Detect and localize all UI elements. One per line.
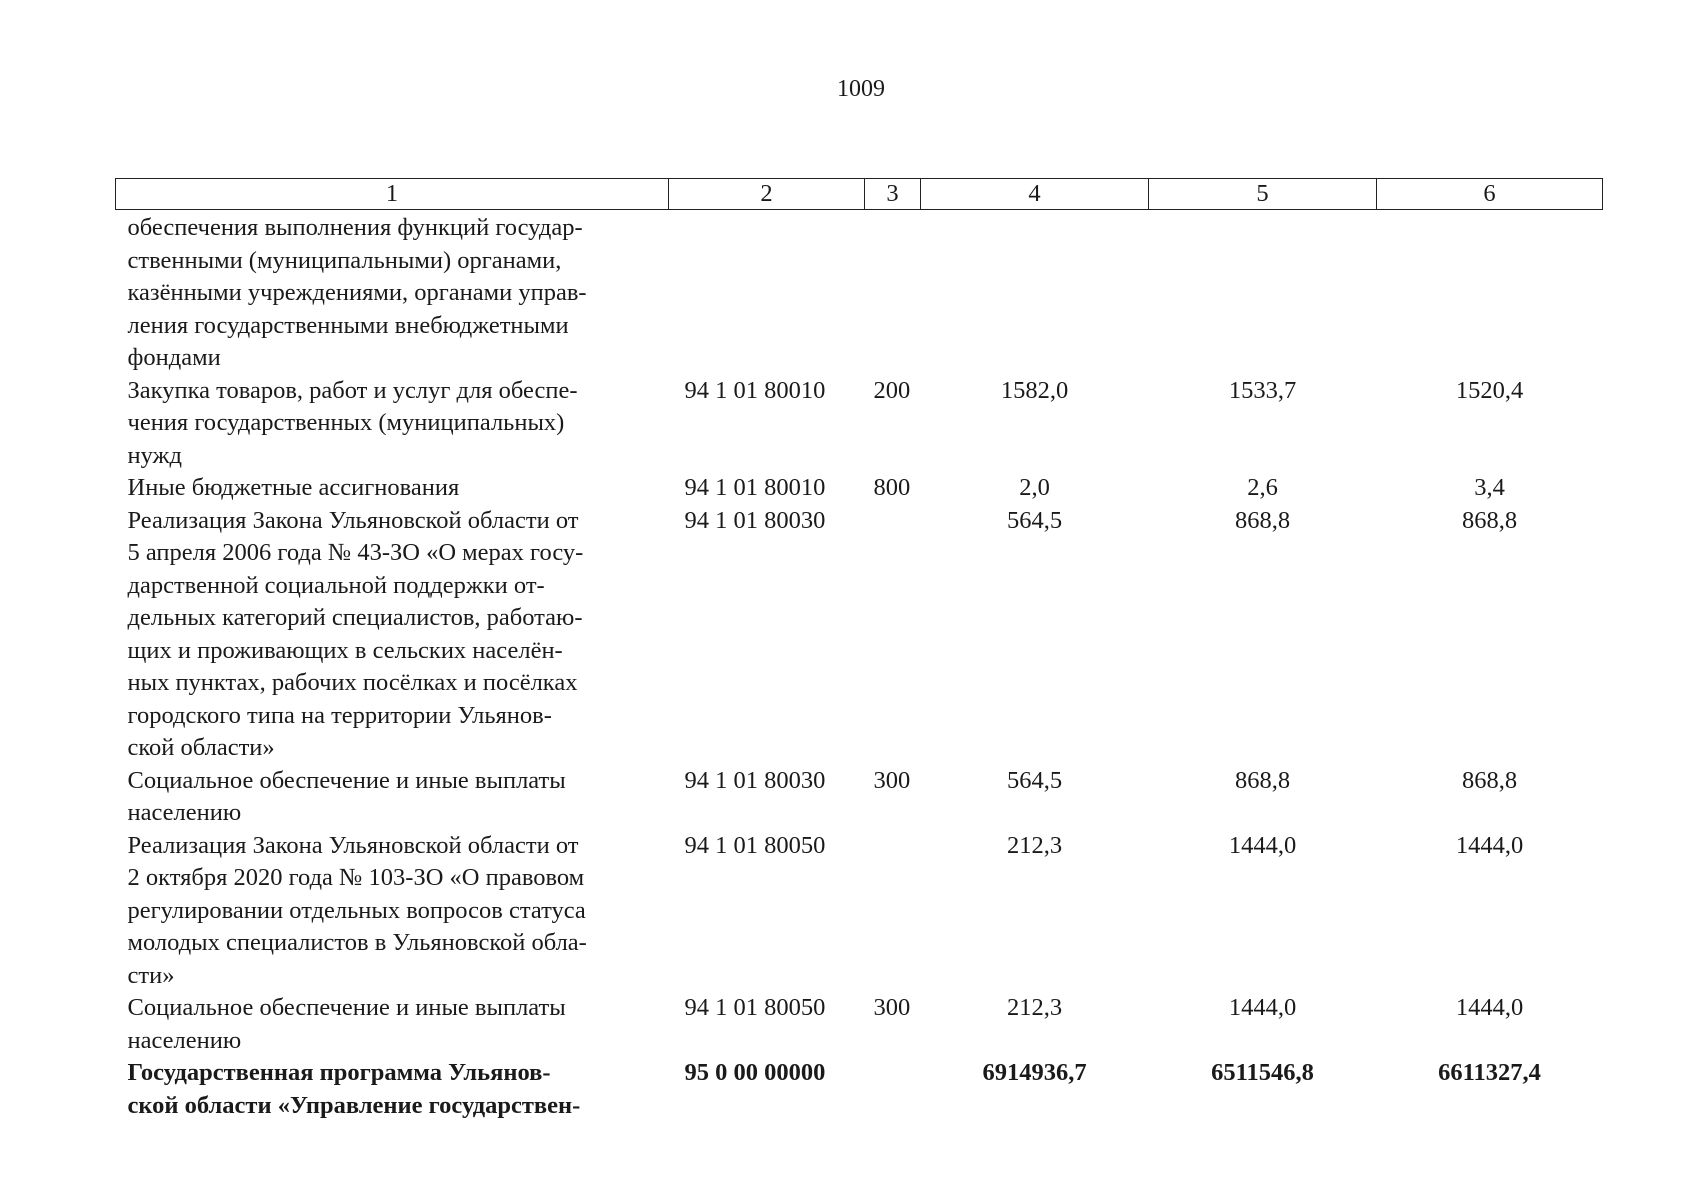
description-line: молодых специалистов в Ульяновской обла- [127,929,587,956]
table-row [116,830,1603,993]
column-number-6: 6 [1377,179,1603,210]
row-value-col4: 212,3 [1006,831,1063,859]
table-row [116,472,1603,505]
table-row [116,505,1603,765]
row-value-col5 [1149,210,1377,375]
row-code: 95 0 00 00000 [684,1059,826,1086]
row-code: 94 1 01 80030 [684,506,826,534]
row-value-col6: 1520,4 [1455,376,1524,404]
row-subcode [865,830,921,993]
description-line: дарственной социальной поддержки от- [127,571,545,599]
page-number: 1009 [837,76,885,102]
row-value-col5: 1444,0 [1228,994,1297,1021]
column-number-row [116,179,1603,210]
table-row [116,765,1603,830]
row-subcode: 300 [873,766,911,794]
description-line: ской области» [127,734,275,761]
description-line: щих и проживающих в сельских населён- [127,636,563,664]
table-body [116,210,1603,1123]
description-line: городского типа на территории Ульянов- [127,701,552,729]
row-code: 94 1 01 80030 [684,766,826,794]
row-value-col6: 6611327,4 [1438,1059,1541,1086]
row-code: 94 1 01 80050 [684,994,826,1021]
description-line: населению [127,1026,242,1054]
description-line: Реализация Закона Ульяновской области от [127,506,579,534]
description-line: 2 октября 2020 года № 103-ЗО «О правовом [127,864,585,891]
table-row [116,210,1603,375]
table-row [116,1057,1603,1122]
row-code: 94 1 01 80010 [684,376,826,404]
table-row [116,992,1603,1057]
row-value-col6: 3,4 [1474,474,1505,501]
description-line: ления государственными внебюджетными [127,311,569,339]
row-subcode [865,210,921,375]
table-row [116,375,1603,473]
description-line: ных пунктах, рабочих посёлках и посёлках [127,669,578,696]
row-value-col6: 1444,0 [1455,831,1524,859]
row-value-col6 [1377,210,1603,375]
description-line: Закупка товаров, работ и услуг для обеспе- [127,376,578,404]
description-line: казёнными учреждениями, органами управ- [127,279,587,306]
row-value-col5: 1533,7 [1228,376,1297,404]
description-line: обеспечения выполнения функций государ- [127,214,583,241]
row-value-col5: 1444,0 [1228,831,1297,859]
column-number-1: 1 [116,179,669,210]
row-value-col5: 2,6 [1247,474,1278,501]
row-description [116,830,669,993]
row-code [669,210,865,375]
row-subcode [865,1057,921,1122]
row-value-col5: 868,8 [1234,506,1291,534]
row-subcode: 800 [873,474,911,501]
row-value-col5: 868,8 [1234,766,1291,794]
row-value-col6: 1444,0 [1455,994,1524,1021]
row-value-col4: 564,5 [1006,766,1063,794]
description-line: ственными (муниципальными) органами, [127,246,562,274]
description-line: дельных категорий специалистов, работаю- [127,604,583,631]
description-line: Социальное обеспечение и иные выплаты [127,766,566,794]
row-subcode: 300 [873,994,911,1021]
description-line: ской области «Управление государствен- [127,1091,581,1119]
row-value-col4 [921,210,1149,375]
row-description [116,210,669,375]
description-line: регулировании отдельных вопросов статуса [127,896,586,924]
description-line: Иные бюджетные ассигнования [127,474,460,501]
row-subcode: 200 [873,376,911,404]
row-value-col4: 6914936,7 [982,1059,1087,1086]
row-description [116,765,669,830]
column-number-5: 5 [1149,179,1377,210]
description-line: населению [127,799,242,826]
row-value-col5: 6511546,8 [1211,1059,1314,1086]
description-line: чения государственных (муниципальных) [127,409,565,436]
column-number-3: 3 [865,179,921,210]
budget-table [115,178,1603,1122]
description-line: сти» [127,961,175,989]
row-value-col4: 212,3 [1006,994,1063,1021]
row-description [116,505,669,765]
row-code: 94 1 01 80010 [684,474,826,501]
row-value-col6: 868,8 [1461,506,1518,534]
row-value-col6: 868,8 [1461,766,1518,794]
description-line: нужд [127,441,182,469]
row-value-col4: 564,5 [1006,506,1063,534]
row-value-col4: 1582,0 [1000,376,1069,404]
description-line: фондами [127,344,221,371]
row-value-col4: 2,0 [1019,474,1050,501]
column-number-4: 4 [921,179,1149,210]
row-description [116,992,669,1057]
row-description [116,375,669,473]
description-line: 5 апреля 2006 года № 43-ЗО «О мерах госу- [127,539,584,566]
row-code: 94 1 01 80050 [684,831,826,859]
row-subcode [865,505,921,765]
description-line: Государственная программа Ульянов- [127,1059,551,1086]
row-description [116,472,669,505]
row-description [116,1057,669,1122]
column-number-2: 2 [669,179,865,210]
description-line: Социальное обеспечение и иные выплаты [127,994,566,1021]
description-line: Реализация Закона Ульяновской области от [127,831,579,859]
